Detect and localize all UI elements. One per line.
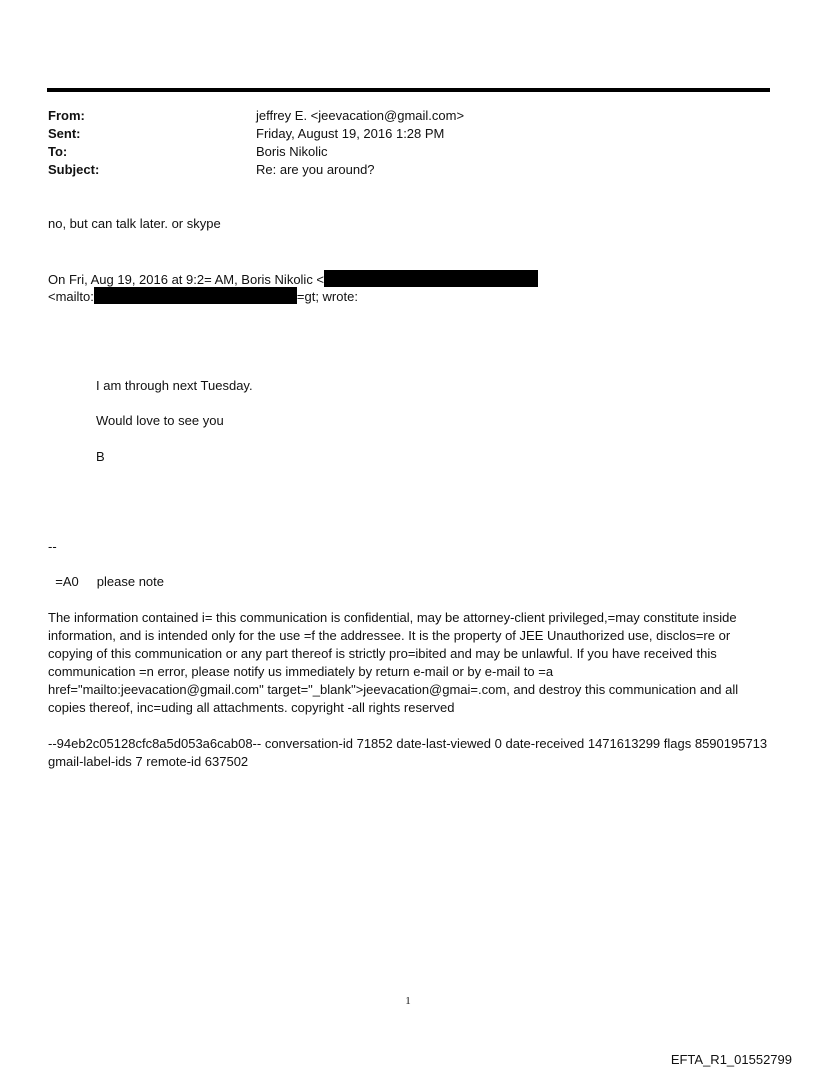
- quote-intro-text: On Fri, Aug 19, 2016 at 9:2= AM, Boris Nikolic <: [48, 272, 325, 287]
- sent-value: Friday, August 19, 2016 1:28 PM: [256, 126, 445, 141]
- quote-intro-line-2: [48, 287, 358, 306]
- sent-label: Sent:: [48, 126, 81, 141]
- to-label: To:: [48, 144, 68, 159]
- to-value: Boris Nikolic: [256, 144, 328, 159]
- sent-row: [48, 125, 464, 143]
- subject-row: [48, 161, 464, 179]
- from-value: jeffrey E. <jeevacation@gmail.com>: [256, 108, 465, 123]
- from-row: [48, 107, 464, 125]
- quoted-line: Would love to see you: [96, 413, 224, 428]
- redaction-block: [94, 287, 297, 304]
- reply-text: no, but can talk later. or skype: [48, 216, 221, 231]
- email-header: [48, 107, 464, 179]
- header-rule: [47, 88, 770, 92]
- redaction-block: [324, 270, 538, 287]
- document-id: EFTA_R1_01552799: [670, 1052, 792, 1067]
- page-number: 1: [405, 995, 411, 1007]
- subject-label: Subject:: [48, 162, 100, 177]
- metadata-paragraph: --94eb2c05128cfc8a5d053a6cab08-- conversation-id 71852 date-last-viewed 0 date-received 1471613299 flags 8590195713 gmail-label-ids 7 remote-id 637502: [48, 736, 768, 769]
- signature-separator: --: [48, 539, 57, 554]
- subject-value: Re: are you around?: [256, 162, 375, 177]
- mailto-prefix: <mailto:: [48, 289, 94, 304]
- quoted-line: B: [96, 449, 105, 464]
- quoted-line: I am through next Tuesday.: [96, 378, 253, 393]
- to-row: [48, 143, 464, 161]
- disclaimer-paragraph: The information contained i= this communication is confidential, may be attorney-client privileged,=may constitute inside information, and is intended only for the use =f the addressee. It is the property of JEE Unauthorized use, disclos=re or copying of this communication or any part thereof is strictly pro=ibited and may be unlawful. If you have received this communication =n error, please notify us immediately by return e-mail or by e-mail to =a href="mailto:jeevacation@gmail.com" target="_blank">jeevacation@gmai=.com, and destroy this communication and all copies thereof, inc=uding all attachments. copyright -all rights reserved: [48, 610, 739, 715]
- note-line: =A0 please note: [48, 574, 164, 589]
- from-label: From:: [48, 108, 85, 123]
- mailto-suffix: =gt; wrote:: [296, 289, 358, 304]
